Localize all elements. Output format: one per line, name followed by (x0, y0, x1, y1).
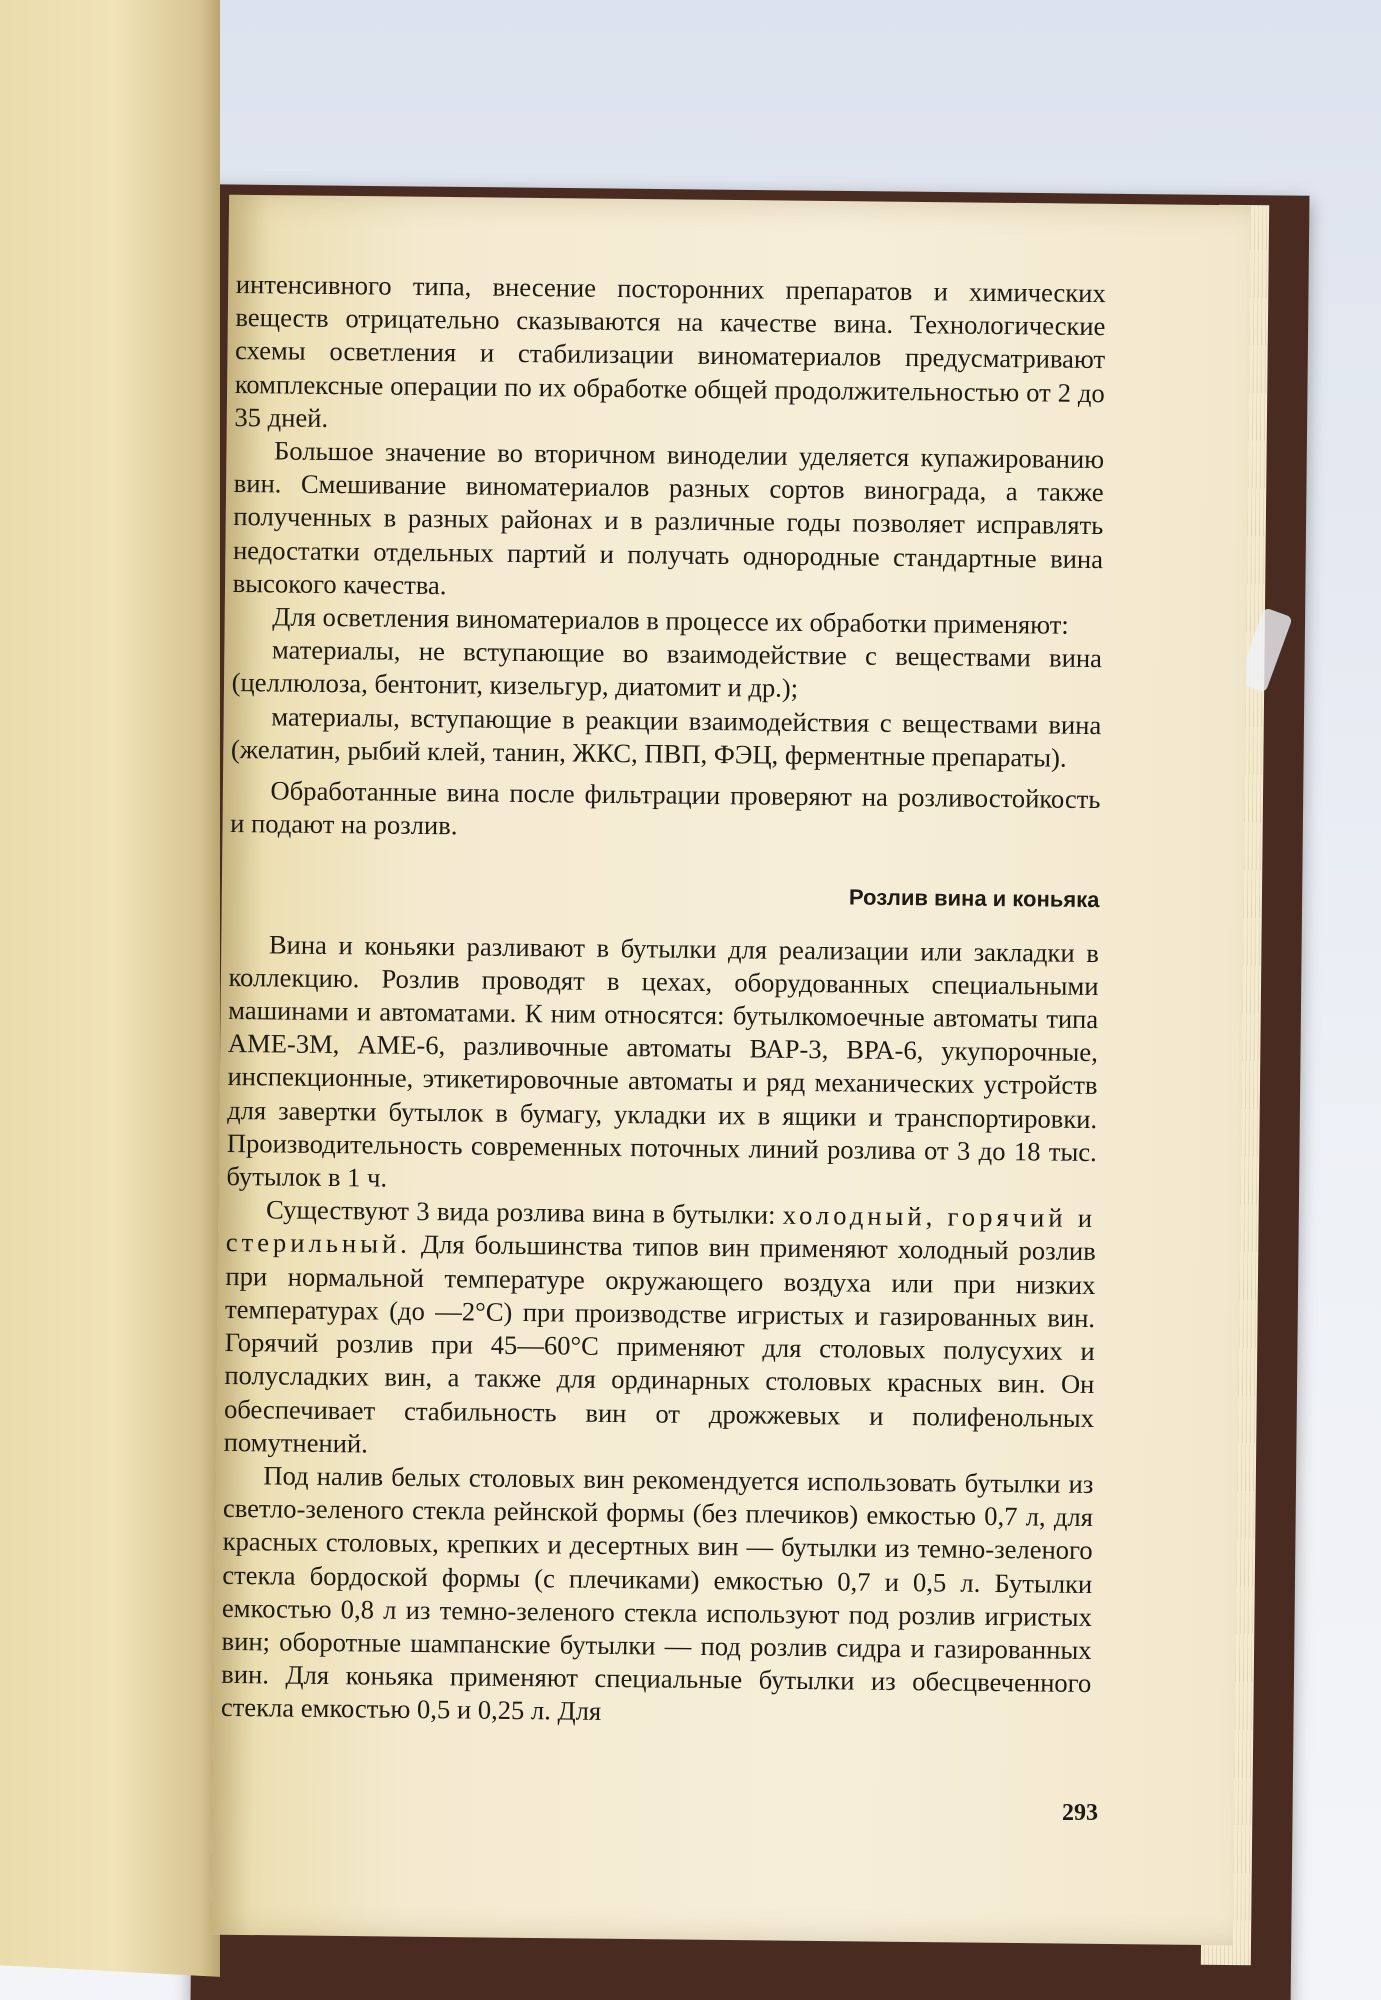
paragraph-clarification: Для осветления виноматериалов в процессе их обработки применяют: (272, 601, 1069, 640)
page-text (221, 268, 1106, 1734)
paragraph-bottling: Вина и коньяки разливают в бутылки для реализации или закладки в коллекцию. Розлив проводят в цехах, оборудованных специальными машинами и автоматами. К ним относятся: бутылкомоечные автоматы типа АМЕ-3М, АМЕ-6, разливочные автоматы ВАР-3, ВРА-6, укупорочные, инспекционные, этикетировочные автоматы и ряд механических устройств для завертки бутылок в бумагу, укладки их в ящики и транспортировки. Производительность современных поточных линий розлива от 3 до 18 тыс. бутылок в 1 ч. (226, 929, 1100, 1193)
left-page (0, 0, 220, 1977)
bottling-types-names: холодный, горячий и стерильный. (225, 1200, 1097, 1260)
paragraph-continuation: интенсивного типа, внесение посторонних препаратов и химических веществ отрицательно сказываются на качестве вина. Технологические схемы осветления и стабилизации виноматериалов предусматривают комплексные операции по их обработке общей продолжительностью от 2 до 35 дней. (234, 268, 1106, 433)
section-heading: Розлив вина и коньяка (848, 884, 1100, 913)
bottling-types-body: Для большинства типов вин применяют холодный розлив при нормальной температуре окружающего воздуха или при низких температурах (до —2°С) при производстве игристых и газированных вин. Горячий розлив при 45—60°С применяют для столовых полусухих и полусладких вин, а также для ординарных столовых красных вин. Он обеспечивает стабильность вин от дрожжевых и полифенольных помутнений. (223, 1229, 1096, 1459)
list-item-reacting: материалы, вступающие в реакции взаимодействия с веществами вина (желатин, рыбий клей, танин, ЖКС, ПВП, ФЭЦ, ферментные препараты). (230, 701, 1102, 773)
paragraph-filtration: Обработанные вина после фильтрации проверяют на розливостойкость и подают на розлив. (230, 775, 1101, 841)
paragraph-bottling-types (224, 1193, 1097, 1468)
paragraph-bottles: Под налив белых столовых вин рекомендуется использовать бутылки из светло-зеленого стекла рейнской формы (без плечиков) емкостью 0,7 л, для красных столовых, крепких и десертных вин — бутылки из темно-зеленого стекла бордоской формы (с плечиками) емкостью 0,7 и 0,5 л. Бутылки емкостью 0,8 л из темно-зеленого стекла используют под розлив игристых вин; оборотные шампанские бутылки — под розлив сидра и газированных вин. Для коньяка применяют специальные бутылки из обесцвеченного стекла емкостью 0,5 и 0,25 л. Для (220, 1460, 1094, 1727)
list-item-non-reacting: материалы, не вступающие во взаимодействие с веществами вина (целлюлоза, бентонит, кизельгур, диатомит и др.); (231, 634, 1103, 704)
bottling-types-intro: Существуют 3 вида розлива вина в бутылки: (265, 1194, 783, 1231)
paragraph-blending: Большое значение во вторичном виноделии уделяется купажированию вин. Смешивание виноматериалов разных сортов винограда, а также полученных в разных районах и в различные годы позволяет исправлять недостатки отдельных партий и получать однородные стандартные вина высокого качества. (232, 435, 1105, 601)
page-number: 293 (1062, 1800, 1098, 1826)
